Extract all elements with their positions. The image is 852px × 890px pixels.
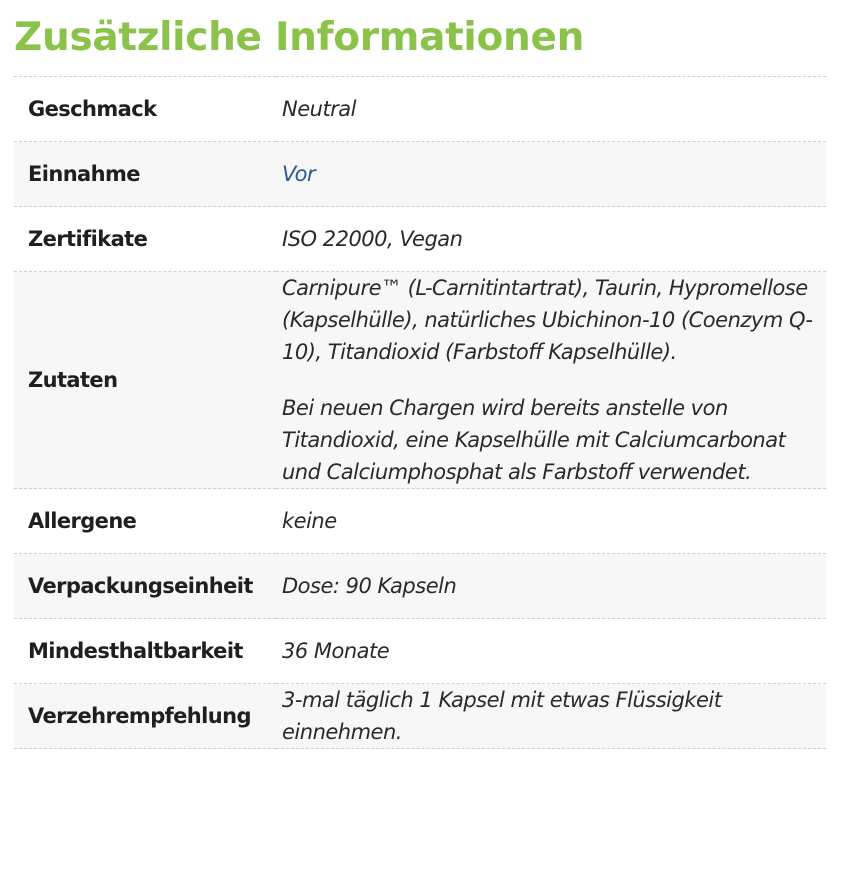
row-label-einnahme: Einnahme [28,162,140,186]
row-value-verzehrempfehlung: 3-mal täglich 1 Kapsel mit etwas Flüssigkeit einnehmen. [282,688,722,744]
row-label-zutaten: Zutaten [28,368,118,392]
row-label-verpackungseinheit: Verpackungseinheit [28,574,253,598]
row-label-geschmack: Geschmack [28,97,157,121]
row-label-allergene: Allergene [28,509,137,533]
einnahme-link[interactable]: Vor [282,162,316,186]
zutaten-paragraph-2: Bei neuen Chargen wird bereits anstelle von Titandioxid, eine Kapselhülle mit Calciumcarbonat und Calciumphosphat als Farbstoff verwendet. [282,396,786,484]
table-row [14,619,826,684]
table-row [14,142,826,207]
info-table [14,76,826,749]
row-label-zertifikate: Zertifikate [28,227,148,251]
table-row [14,554,826,619]
table-row [14,684,826,749]
row-value-einnahme [276,142,826,207]
row-value-verpackungseinheit: Dose: 90 Kapseln [282,574,457,598]
row-value-zutaten [276,272,826,489]
table-row [14,77,826,142]
zutaten-paragraph-1: Carnipure™ (L-Carnitintartrat), Taurin, Hypromellose (Kapselhülle), natürliches Ubichinon-10 (Coenzym Q-10), Titandioxid (Farbstoff Kapselhülle). [282,276,813,364]
row-value-mindesthaltbarkeit: 36 Monate [282,639,390,663]
section-title: Zusätzliche Informationen [14,15,585,60]
row-value-allergene: keine [282,509,337,533]
row-label-verzehrempfehlung: Verzehrempfehlung [28,704,251,728]
row-value-geschmack: Neutral [282,97,357,121]
table-row [14,272,826,489]
row-label-mindesthaltbarkeit: Mindesthaltbarkeit [28,639,243,663]
row-value-zertifikate: ISO 22000, Vegan [282,227,463,251]
table-row [14,489,826,554]
table-row [14,207,826,272]
